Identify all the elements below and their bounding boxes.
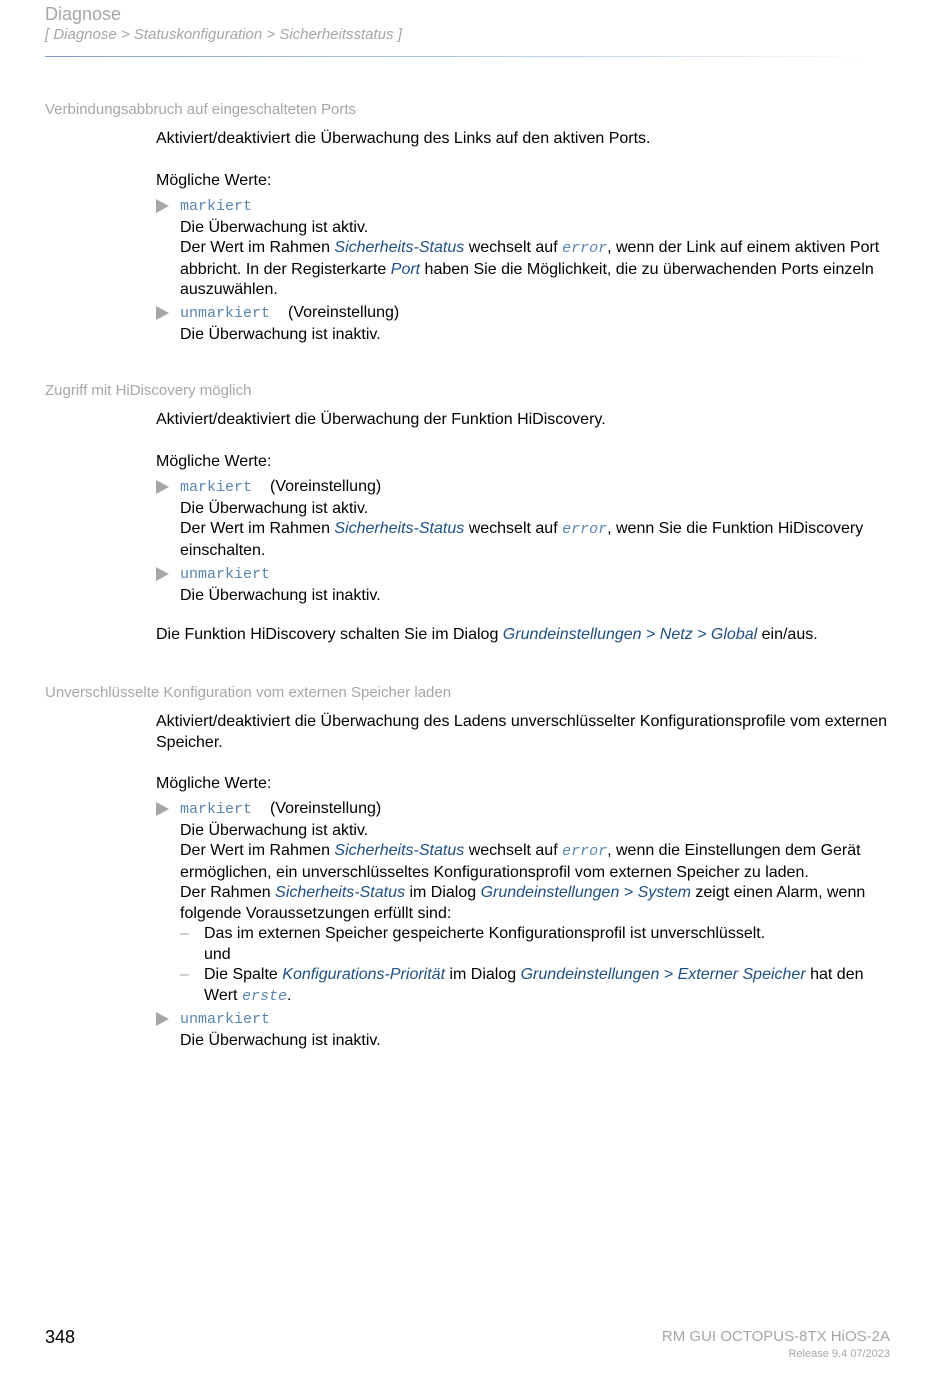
release-info: Release 9.4 07/2023 [788,1348,890,1360]
ui-reference: Port [390,260,421,278]
ui-reference: Grundeinstellungen > Externer Speicher [520,966,806,983]
section-description: Aktiviert/deaktiviert die Überwachung der Funktion HiDiscovery. [156,411,606,428]
section-title-link-loss: Verbindungsabbruch auf eingeschalteten Ports [45,101,357,118]
dash-bullet-icon: – [180,966,189,983]
value-detail: Der Wert im Rahmen Sicherheits-Status wechselt auf error, wenn der Link auf einem aktiven Port abbricht. In der Registerkarte Port haben Sie die Möglichkeit, die zu überwachenden Ports einzeln auszuwählen. [180,239,880,298]
condition-item: – Die Spalte Konfigurations-Priorität im Dialog Grundeinstellungen > Externer Speicher hat den Wert erste. [180,966,864,1005]
value-item-marked [156,799,896,1007]
value-code: error [562,521,608,538]
value-item-marked [156,477,896,561]
breadcrumb: [ Diagnose > Statuskonfiguration > Sicherheitsstatus ] [45,26,402,43]
section-description: Aktiviert/deaktiviert die Überwachung des Ladens unverschlüsselter Konfigurationsprofile vom externen Speicher. [156,713,888,751]
ui-reference: Konfigurations-Priorität [282,966,446,983]
value-code: markiert [180,479,253,496]
value-code: error [562,843,608,860]
value-code: markiert [180,801,253,818]
value-item-unmarked [156,303,896,345]
value-code: error [562,240,608,257]
default-label: (Voreinstellung) [270,478,382,495]
value-item-unmarked [156,1009,896,1051]
dash-bullet-icon: – [180,925,189,942]
value-item-marked [156,196,896,301]
value-detail: Der Wert im Rahmen Sicherheits-Status wechselt auf error, wenn Sie die Funktion HiDiscovery einschalten. [180,520,864,559]
value-description: Die Überwachung ist inaktiv. [180,325,381,343]
value-code: markiert [180,198,253,215]
bullet-arrow-icon [156,802,169,816]
value-description: Die Überwachung ist inaktiv. [180,586,381,604]
ui-reference: Sicherheits-Status [275,884,405,901]
value-description: Die Überwachung ist inaktiv. [180,1031,381,1049]
value-description: Die Überwachung ist aktiv. [180,218,369,236]
bullet-arrow-icon [156,1012,169,1026]
value-code: unmarkiert [180,566,271,583]
bullet-arrow-icon [156,199,169,213]
condition-item: – Das im externen Speicher gespeicherte Konfigurationsprofil ist unverschlüsselt. und [180,925,766,963]
value-detail: Der Rahmen Sicherheits-Status im Dialog Grundeinstellungen > System zeigt einen Alarm, wenn folgende Voraussetzungen erfüllt sind: [180,884,866,922]
value-detail: Der Wert im Rahmen Sicherheits-Status wechselt auf error, wenn die Einstellungen dem Gerät ermöglichen, ein unverschlüsseltes Konfigurationsprofil vom externen Speicher zu laden. [180,842,861,881]
bullet-arrow-icon [156,480,169,494]
page-number: 348 [45,1327,76,1347]
possible-values-label: Mögliche Werte: [156,775,272,792]
value-code: unmarkiert [180,305,271,322]
value-description: Die Überwachung ist aktiv. [180,499,369,517]
section-note: Die Funktion HiDiscovery schalten Sie im Dialog Grundeinstellungen > Netz > Global ein/aus. [156,626,818,643]
bullet-arrow-icon [156,567,169,581]
section-description: Aktiviert/deaktiviert die Überwachung des Links auf den aktiven Ports. [156,130,651,147]
bullet-arrow-icon [156,306,169,320]
ui-reference: Grundeinstellungen > Netz > Global [502,626,758,643]
section-title-hidiscovery: Zugriff mit HiDiscovery möglich [45,382,252,399]
ui-reference: Sicherheits-Status [334,239,465,256]
possible-values-label: Mögliche Werte: [156,172,272,189]
ui-reference: Grundeinstellungen > System [480,884,691,901]
value-code: erste [241,987,287,1005]
value-description: Die Überwachung ist aktiv. [180,821,369,839]
value-item-unmarked [156,564,896,606]
section-title-unencrypted-config: Unverschlüsselte Konfiguration vom externen Speicher laden [45,684,452,701]
default-label: (Voreinstellung) [288,304,400,321]
possible-values-label: Mögliche Werte: [156,453,272,470]
page-header-title: Diagnose [45,4,122,24]
default-label: (Voreinstellung) [270,800,382,817]
ui-reference: Sicherheits-Status [334,520,465,537]
header-divider [45,56,875,57]
value-code: unmarkiert [180,1011,271,1028]
ui-reference: Sicherheits-Status [334,842,465,859]
document-title: RM GUI OCTOPUS-8TX HiOS-2A [661,1328,890,1345]
